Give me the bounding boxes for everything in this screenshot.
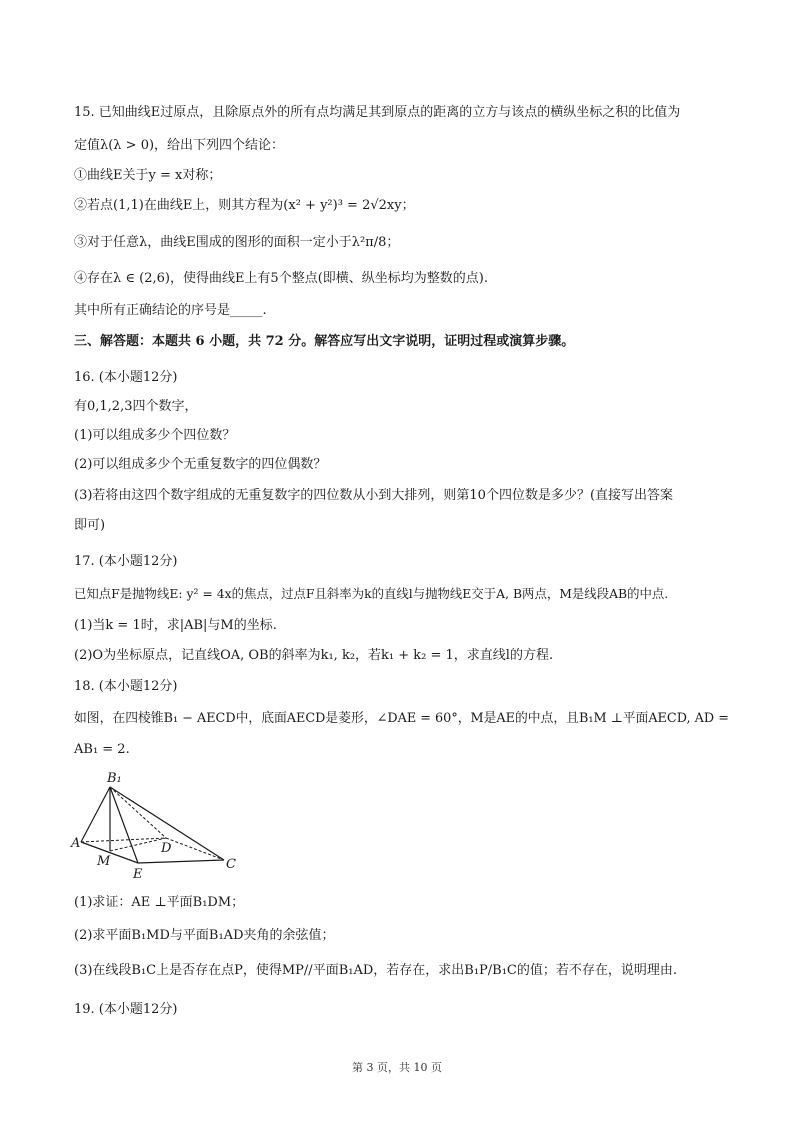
q16-part-3-line1: (3)若将由这四个数字组成的无重复数字的四位数从小到大排列，则第10个四位数是多少？(直接写出答案 (74, 488, 674, 503)
q16-intro: 有0,1,2,3四个数字， (74, 399, 198, 414)
q17-part-2: (2)O为坐标原点，记直线OA, OB的斜率为k₁, k₂，若k₁ + k₂ = 1，求直线l的方程. (74, 648, 554, 663)
edge-b1-d (110, 787, 166, 838)
q18-title: 18. (本小题12分) (74, 679, 178, 694)
pyramid-figure (70, 768, 250, 880)
q15-conclusion-2: ②若点(1,1)在曲线E上，则其方程为(x² + y²)³ = 2√2xy； (74, 198, 415, 213)
q15-conclusion-3: ③对于任意λ，曲线E围成的图形的面积一定小于λ²π/8； (74, 235, 400, 250)
q16-part-3-line2: 即可) (74, 518, 106, 533)
q15-question: 其中所有正确结论的序号是_____. (74, 303, 267, 318)
q18-part-3: (3)在线段B₁C上是否存在点P，使得MP//平面B₁AD，若存在，求出B₁P/B₁C的值；若不存在，说明理由. (74, 963, 678, 978)
q15-conclusion-4: ④存在λ ∈ (2,6)，使得曲线E上有5个整点(即横、纵坐标均为整数的点). (74, 271, 488, 286)
q19-title: 19. (本小题12分) (74, 1002, 178, 1017)
edge-b1-e (110, 787, 138, 863)
q15-stem-line1: 15. 已知曲线E过原点，且除原点外的所有点均满足其到原点的距离的立方与该点的横纵坐标之积的比值为 (74, 105, 681, 120)
q17-intro: 已知点F是抛物线E: y² = 4x的焦点，过点F且斜率为k的直线l与抛物线E交于A, B两点，M是线段AB的中点. (74, 586, 669, 601)
edge-e-c (138, 860, 224, 863)
label-e: E (133, 867, 143, 880)
q18-intro-line1: 如图，在四棱锥B₁ − AECD中，底面AECD是菱形，∠DAE = 60°，M是AE的中点，且B₁M ⊥平面AECD, AD = (74, 711, 729, 726)
q17-title: 17. (本小题12分) (74, 554, 178, 569)
q18-part-2: (2)求平面B₁MD与平面B₁AD夹角的余弦值； (74, 928, 335, 943)
q18-part-1: (1)求证：AE ⊥平面B₁DM； (74, 895, 245, 910)
label-b1: B₁ (107, 771, 122, 786)
q15-stem-line2: 定值λ(λ > 0)，给出下列四个结论： (74, 138, 285, 153)
label-d: D (161, 841, 172, 856)
label-m: M (97, 854, 111, 869)
q17-part-1: (1)当k = 1时，求|AB|与M的坐标. (74, 618, 277, 633)
page-footer: 第 3 页，共 10 页 (352, 1061, 442, 1074)
section-3-heading: 三、解答题：本题共 6 小题，共 72 分。解答应写出文字说明，证明过程或演算步骤。 (74, 334, 575, 349)
label-a: A (71, 836, 81, 851)
q16-part-1: (1)可以组成多少个四位数？ (74, 428, 236, 443)
q16-part-2: (2)可以组成多少个无重复数字的四位偶数？ (74, 457, 327, 472)
q15-conclusion-1: ①曲线E关于y = x对称； (74, 168, 222, 183)
edge-b1-a (81, 787, 110, 842)
q16-title: 16. (本小题12分) (74, 370, 178, 385)
edge-a-d (81, 838, 166, 842)
label-c: C (226, 857, 236, 872)
q18-intro-line2: AB₁ = 2. (74, 742, 130, 757)
